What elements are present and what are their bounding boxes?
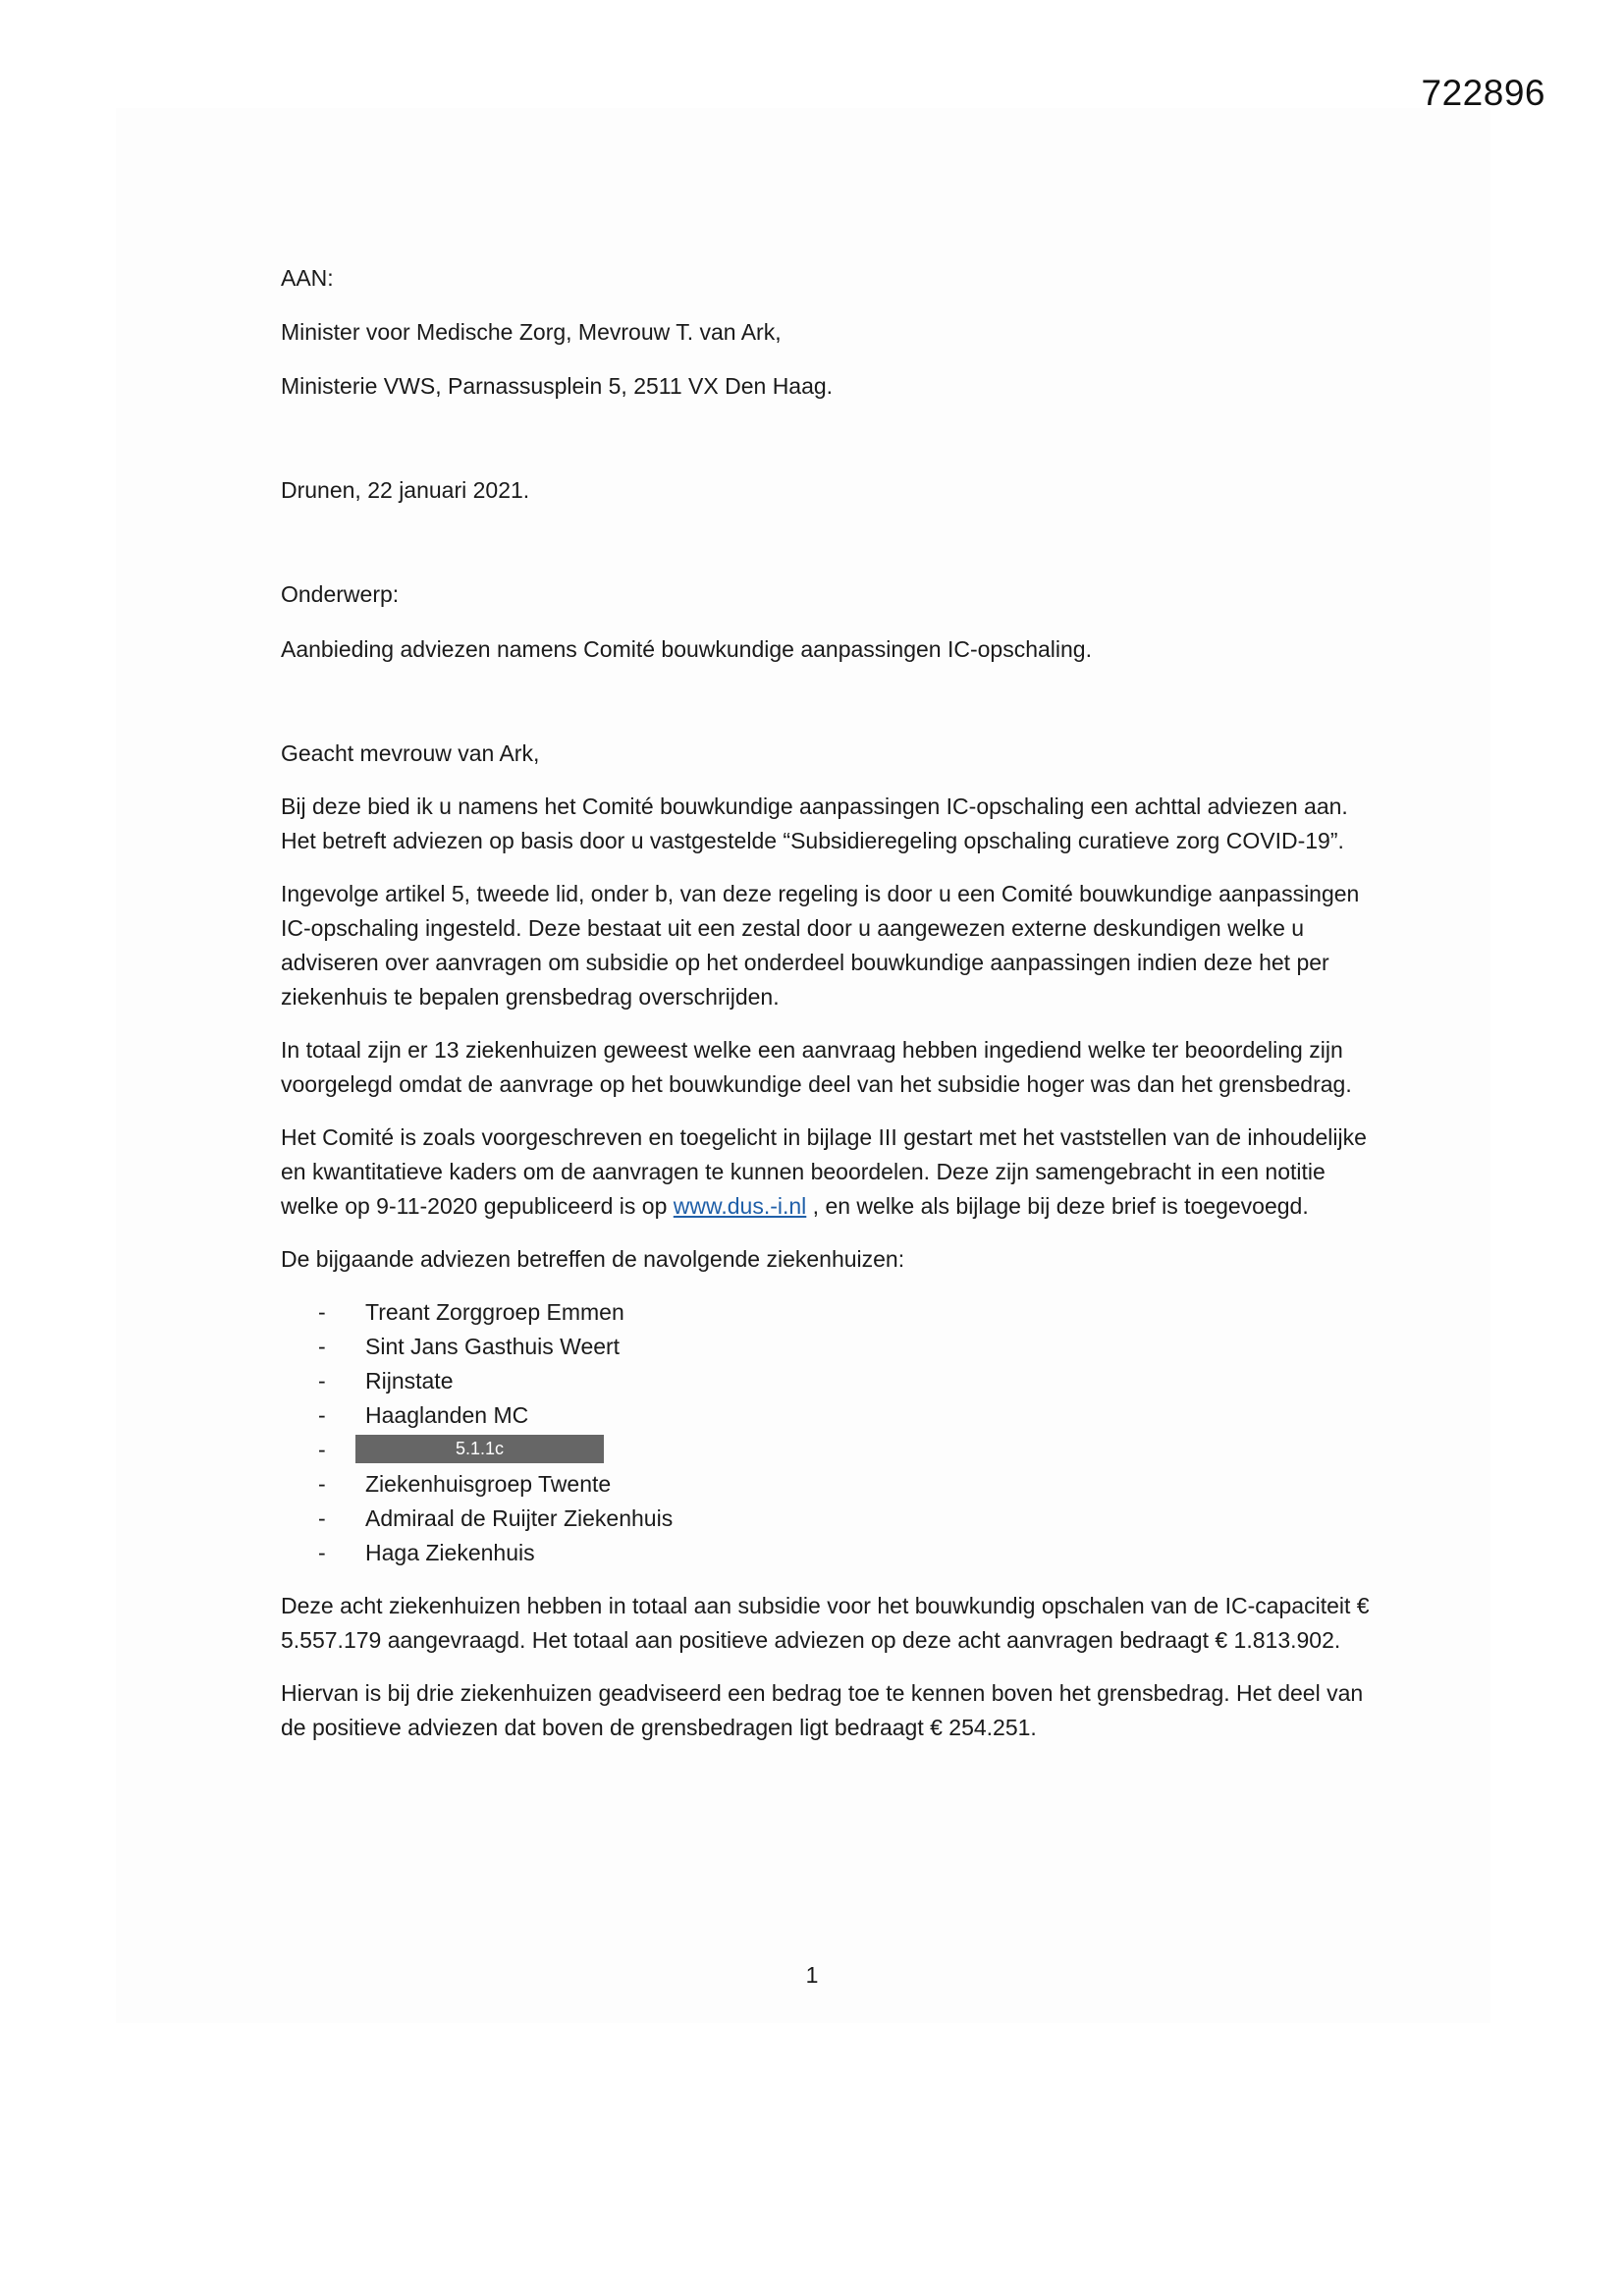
document-id: 722896 [1421, 73, 1545, 113]
letter-body [281, 261, 1371, 1745]
hospital-name: Haga Ziekenhuis [365, 1540, 535, 1565]
list-item [281, 1536, 1371, 1570]
paragraph-list-intro: De bijgaande adviezen betreffen de navolgende ziekenhuizen: [281, 1246, 905, 1272]
hospital-name: Sint Jans Gasthuis Weert [365, 1334, 621, 1359]
list-dash: - [318, 1540, 326, 1565]
letter-date: Drunen, 22 januari 2021. [281, 477, 530, 503]
paragraph-framework [281, 1121, 1371, 1224]
paragraph-hospital-count: In totaal zijn er 13 ziekenhuizen geweest welke een aanvraag hebben ingediend welke ter beoordeling zijn voorgelegd omdat de aanvrage op het bouwkundige deel van het subsidie hoger was dan het grensbedrag. [281, 1037, 1352, 1097]
hospital-name: Treant Zorggroep Emmen [365, 1299, 624, 1325]
list-dash: - [318, 1471, 326, 1497]
list-dash: - [318, 1437, 326, 1462]
hospital-list [281, 1295, 1371, 1570]
recipient-name: Minister voor Medische Zorg, Mevrouw T. van Ark, [281, 319, 782, 345]
salutation: Geacht mevrouw van Ark, [281, 740, 540, 766]
hospital-name: Haaglanden MC [365, 1402, 529, 1428]
list-item [281, 1330, 1371, 1364]
hospital-name: Ziekenhuisgroep Twente [365, 1471, 612, 1497]
framework-text-end: , en welke als bijlage bij deze brief is toegevoegd. [806, 1193, 1309, 1219]
list-item [281, 1364, 1371, 1398]
paragraph-intro: Bij deze bied ik u namens het Comité bouwkundige aanpassingen IC-opschaling een achttal adviezen aan. Het betreft adviezen op basis door u vastgestelde “Subsidieregeling opschaling curatieve zorg COVID-19”. [281, 793, 1348, 853]
list-item [281, 1502, 1371, 1536]
paragraph-above-threshold: Hiervan is bij drie ziekenhuizen geadviseerd een bedrag toe te kennen boven het grensbedrag. Het deel van de positieve adviezen dat boven de grensbedragen ligt bedraagt € 254.251. [281, 1680, 1364, 1740]
dus-i-link[interactable]: www.dus.-i.nl [673, 1193, 807, 1219]
paragraph-committee: Ingevolge artikel 5, tweede lid, onder b, van deze regeling is door u een Comité bouwkundige aanpassingen IC-opschaling ingesteld. Deze bestaat uit een zestal door u aangewezen externe deskundigen welke u adviseren over aanvragen om subsidie op het onderdeel bouwkundige aanpassingen indien deze het per ziekenhuis te bepalen grensbedrag overschrijden. [281, 881, 1360, 1010]
list-dash: - [318, 1505, 326, 1531]
redaction-box: 5.1.1c [355, 1435, 604, 1463]
list-dash: - [318, 1402, 326, 1428]
hospital-name: Rijnstate [365, 1368, 454, 1394]
recipient-label: AAN: [281, 265, 334, 291]
list-item [281, 1467, 1371, 1502]
list-dash: - [318, 1299, 326, 1325]
list-item [281, 1433, 1371, 1467]
page-number: 1 [805, 1962, 819, 1988]
list-dash: - [318, 1368, 326, 1394]
recipient-address: Ministerie VWS, Parnassusplein 5, 2511 VX Den Haag. [281, 373, 834, 399]
subject-label: Onderwerp: [281, 581, 400, 607]
framework-text: Het Comité is zoals voorgeschreven en toegelicht in bijlage III gestart met het vaststellen van de inhoudelijke en kwantitatieve kaders om de aanvragen te kunnen beoordelen. Deze zijn samengebracht in een notitie welke op 9-11-2020 gepubliceerd is op [281, 1124, 1367, 1219]
subject-text: Aanbieding adviezen namens Comité bouwkundige aanpassingen IC-opschaling. [281, 636, 1092, 662]
paragraph-totals: Deze acht ziekenhuizen hebben in totaal aan subsidie voor het bouwkundig opschalen van de IC-capaciteit € 5.557.179 aangevraagd. Het totaal aan positieve adviezen op deze acht aanvragen bedraagt € 1.813.902. [281, 1593, 1370, 1653]
list-dash: - [318, 1334, 326, 1359]
hospital-name: Admiraal de Ruijter Ziekenhuis [365, 1505, 674, 1531]
list-item [281, 1398, 1371, 1433]
list-item [281, 1295, 1371, 1330]
